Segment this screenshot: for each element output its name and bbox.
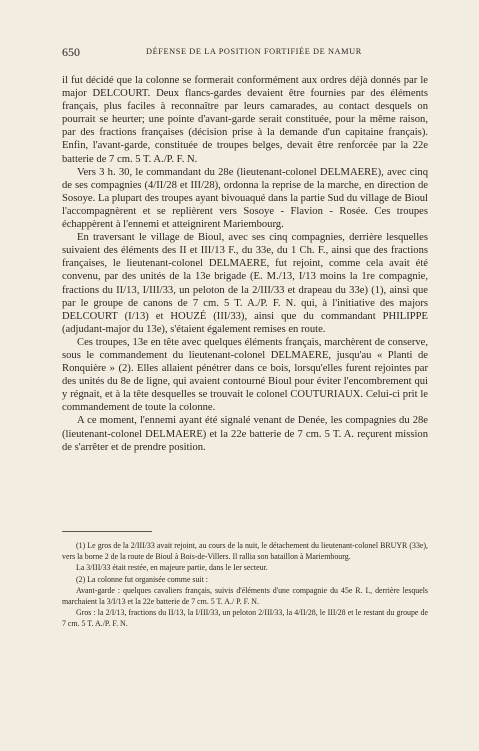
page-header xyxy=(62,45,427,59)
paragraph: En traversant le village de Bioul, avec ses cinq compagnies, derrière lesquelles suivaient des éléments des II et III/13 F., du 33e, du 1 Ch. F., ainsi que des fractions françaises, le lieutenant-colonel DELMAERE, fut rejoint, comme cela avait été convenu, par des unités de la 13e brigade (E. M./13, I/13 moins la 1re compagnie, fractions du II/13, I/III/33, un peloton de la 2/III/33 et drapeau du 33e) (1), ainsi que par le groupe de canons de 7 cm. 5 T. A./P. F. N. qui, à l'initiative des majors DELCOURT (I/13) et HOUZÉ (III/33), ainsi que du commandant PHILIPPE (adjudant-major du 13e), s'étaient également remises en route. xyxy=(62,232,428,335)
page-number: 650 xyxy=(62,45,80,59)
footnote-separator xyxy=(62,531,152,532)
paragraph: Vers 3 h. 30, le commandant du 28e (lieutenant-colonel DELMAERE), avec cinq de ses compagnies (4/II/28 et III/28), ordonna la reprise de la marche, en direction de Sosoye. La plupart des troupes ayant bivouaqué dans la partie Sud du village de Bioul l'accompagnèrent et se replièrent vers Sosoye - Flavion - Rosée. Ces troupes échappèrent à l'ennemi et atteignirent Mariembourg. xyxy=(62,166,428,231)
footnote: (2) La colonne fut organisée comme suit : xyxy=(76,575,208,585)
footnotes xyxy=(62,541,428,630)
paragraph: Ces troupes, 13e en tête avec quelques éléments français, marchèrent de conserve, sous le commandement du lieutenant-colonel DELMAERE, jusqu'au « Planti de Ronquière » (2). Elles allaient pénétrer dans ce bois, lorsqu'elles furent rejointes par des unités du 8e de ligne, qui avaient contourné Bioul pour éviter l'encombrement qui y régnait, et à la tête desquelles se trouvait le colonel COUTURIAUX. Celui-ci prit le commandement de toute la colonne. xyxy=(62,336,428,414)
footnote: La 3/III/33 était restée, en majeure partie, dans le Ier secteur. xyxy=(76,563,268,573)
paragraph: il fut décidé que la colonne se formerait conformément aux ordres déjà donnés par le major DELCOURT. Deux flancs-gardes devaient être fournies par des éléments français, plus faciles à reconnaître par leurs camarades, au contact desquels on pourrait se heurter; une pointe d'avant-garde serait constituée, pour la même raison, par des fractions françaises (décision prise à la demande d'un capitaine français). Enfin, l'avant-garde, constituée de troupes belges, devait être renforcée par la 22e batterie de 7 cm. 5 T. A./P. F. N. xyxy=(62,75,428,165)
paragraph: A ce moment, l'ennemi ayant été signalé venant de Denée, les compagnies du 28e (lieutenant-colonel DELMAERE) et la 22e batterie de 7 cm. 5 T. A. reçurent mission de s'arrêter et de prendre position. xyxy=(62,415,428,453)
footnote: (1) Le gros de la 2/III/33 avait rejoint, au cours de la nuit, le détachement du lieutenant-colonel BRUYR (33e), vers la borne 2 de la route de Bioul à Bois-de-Villers. Il rallia son bataillon à Mariembourg. xyxy=(62,541,428,561)
running-title: DÉFENSE DE LA POSITION FORTIFIÉE DE NAMUR xyxy=(146,47,362,56)
footnote: Avant-garde : quelques cavaliers français, suivis d'éléments d'une compagnie du 45e R. I., derrière lesquels marchaient la 3/I/13 et la 22e batterie de 7 cm. 5 T. A./ P. F. N. xyxy=(62,585,428,606)
footnote: Gros : la 2/I/13, fractions du II/13, la I/III/33, un peloton 2/III/33, la 4/II/28, le III/28 et le restant du groupe de 7 cm. 5 T. A./P. F. N. xyxy=(62,608,428,628)
body-text xyxy=(62,74,428,454)
